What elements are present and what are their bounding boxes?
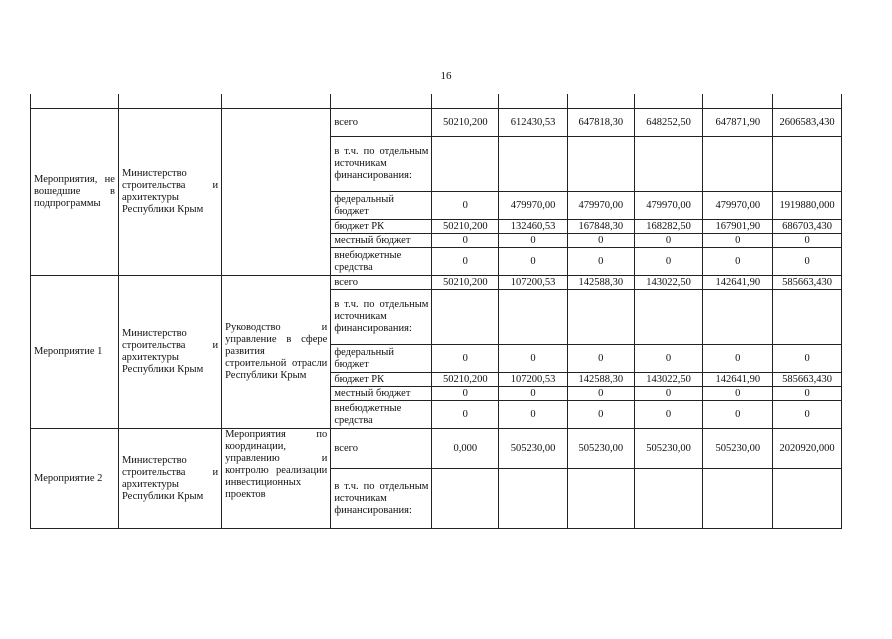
amount-cell: 142641,90 bbox=[703, 373, 773, 387]
amount-cell: 0 bbox=[432, 345, 499, 373]
amount-cell: 612430,53 bbox=[499, 109, 568, 137]
funding-source-label: бюджет РК bbox=[331, 220, 432, 234]
amount-cell: 142588,30 bbox=[567, 373, 634, 387]
amount-cell: 0 bbox=[634, 345, 703, 373]
amount-cell: 50210,200 bbox=[432, 109, 499, 137]
amount-cell bbox=[567, 137, 634, 192]
amount-cell bbox=[499, 137, 568, 192]
amount-cell: 142588,30 bbox=[567, 276, 634, 290]
amount-cell bbox=[432, 469, 499, 529]
amount-cell: 479970,00 bbox=[567, 192, 634, 220]
amount-cell: 168282,50 bbox=[634, 220, 703, 234]
amount-cell: 143022,50 bbox=[634, 373, 703, 387]
amount-cell: 0 bbox=[773, 248, 842, 276]
table-row bbox=[31, 429, 842, 469]
measure-name-cell bbox=[222, 109, 331, 276]
amount-cell: 505230,00 bbox=[634, 429, 703, 469]
amount-cell: 2606583,430 bbox=[773, 109, 842, 137]
amount-cell: 0 bbox=[773, 387, 842, 401]
amount-cell: 0 bbox=[432, 234, 499, 248]
amount-cell: 167901,90 bbox=[703, 220, 773, 234]
event-cell: Мероприятия, не вошедшие в подпрограммы bbox=[31, 109, 119, 276]
amount-cell: 0 bbox=[432, 248, 499, 276]
amount-cell: 167848,30 bbox=[567, 220, 634, 234]
event-cell: Мероприятие 1 bbox=[31, 276, 119, 429]
amount-cell: 0 bbox=[499, 387, 568, 401]
amount-cell bbox=[634, 469, 703, 529]
amount-cell: 0 bbox=[634, 234, 703, 248]
amount-cell: 50210,200 bbox=[432, 220, 499, 234]
amount-cell: 0 bbox=[567, 248, 634, 276]
executor-cell: Министерство строительства и архитектуры Республики Крым bbox=[118, 109, 221, 276]
amount-cell bbox=[634, 137, 703, 192]
amount-cell: 0 bbox=[432, 192, 499, 220]
amount-cell: 2020920,000 bbox=[773, 429, 842, 469]
table-row bbox=[31, 276, 842, 290]
amount-cell: 505230,00 bbox=[499, 429, 568, 469]
amount-cell: 505230,00 bbox=[703, 429, 773, 469]
funding-source-label: всего bbox=[331, 429, 432, 469]
funding-source-label: местный бюджет bbox=[331, 387, 432, 401]
amount-cell: 0 bbox=[703, 248, 773, 276]
amount-cell: 0 bbox=[773, 401, 842, 429]
amount-cell: 0 bbox=[773, 345, 842, 373]
amount-cell bbox=[703, 290, 773, 345]
amount-cell: 1919880,000 bbox=[773, 192, 842, 220]
amount-cell: 0 bbox=[634, 248, 703, 276]
amount-cell: 479970,00 bbox=[634, 192, 703, 220]
amount-cell bbox=[567, 469, 634, 529]
amount-cell: 648252,50 bbox=[634, 109, 703, 137]
amount-cell: 0 bbox=[634, 401, 703, 429]
funding-source-label: бюджет РК bbox=[331, 373, 432, 387]
table-row bbox=[31, 109, 842, 137]
funding-source-label: внебюджетные средства bbox=[331, 401, 432, 429]
amount-cell: 585663,430 bbox=[773, 373, 842, 387]
amount-cell: 0 bbox=[567, 401, 634, 429]
amount-cell bbox=[432, 137, 499, 192]
amount-cell: 0 bbox=[703, 234, 773, 248]
amount-cell: 0,000 bbox=[432, 429, 499, 469]
amount-cell: 0 bbox=[703, 387, 773, 401]
amount-cell bbox=[499, 469, 568, 529]
amount-cell: 143022,50 bbox=[634, 276, 703, 290]
funding-source-label: всего bbox=[331, 109, 432, 137]
executor-cell: Министерство строительства и архитектуры Республики Крым bbox=[118, 429, 221, 529]
amount-cell: 0 bbox=[703, 401, 773, 429]
measure-name-cell: Руководство и управление в сфере развития строительной отрасли Республики Крым bbox=[222, 276, 331, 429]
amount-cell: 0 bbox=[432, 387, 499, 401]
amount-cell bbox=[567, 290, 634, 345]
amount-cell bbox=[773, 469, 842, 529]
funding-table bbox=[30, 94, 842, 529]
amount-cell: 686703,430 bbox=[773, 220, 842, 234]
funding-source-label: федеральный бюджет bbox=[331, 345, 432, 373]
amount-cell: 585663,430 bbox=[773, 276, 842, 290]
amount-cell: 479970,00 bbox=[703, 192, 773, 220]
funding-source-label: в т.ч. по отдельным источникам финансирования: bbox=[331, 469, 432, 529]
amount-cell: 107200,53 bbox=[499, 373, 568, 387]
executor-cell: Министерство строительства и архитектуры Республики Крым bbox=[118, 276, 221, 429]
amount-cell: 50210,200 bbox=[432, 276, 499, 290]
funding-source-label: внебюджетные средства bbox=[331, 248, 432, 276]
funding-source-label: федеральный бюджет bbox=[331, 192, 432, 220]
amount-cell: 0 bbox=[567, 345, 634, 373]
amount-cell: 50210,200 bbox=[432, 373, 499, 387]
amount-cell: 0 bbox=[432, 401, 499, 429]
amount-cell: 505230,00 bbox=[567, 429, 634, 469]
amount-cell: 0 bbox=[499, 248, 568, 276]
amount-cell: 647818,30 bbox=[567, 109, 634, 137]
amount-cell: 132460,53 bbox=[499, 220, 568, 234]
amount-cell bbox=[499, 290, 568, 345]
amount-cell bbox=[634, 290, 703, 345]
amount-cell: 479970,00 bbox=[499, 192, 568, 220]
amount-cell bbox=[432, 290, 499, 345]
amount-cell: 142641,90 bbox=[703, 276, 773, 290]
amount-cell bbox=[703, 469, 773, 529]
event-cell: Мероприятие 2 bbox=[31, 429, 119, 529]
funding-source-label: в т.ч. по отдельным источникам финансирования: bbox=[331, 290, 432, 345]
page-number: 16 bbox=[440, 70, 452, 82]
amount-cell: 0 bbox=[773, 234, 842, 248]
amount-cell: 0 bbox=[634, 387, 703, 401]
amount-cell bbox=[773, 137, 842, 192]
funding-source-label: местный бюджет bbox=[331, 234, 432, 248]
amount-cell: 0 bbox=[567, 234, 634, 248]
measure-name-cell: Мероприятия по координации, управлению и контролю реализации инвестиционных проектов bbox=[222, 429, 331, 529]
continuation-row bbox=[31, 94, 842, 109]
funding-source-label: всего bbox=[331, 276, 432, 290]
amount-cell: 0 bbox=[703, 345, 773, 373]
amount-cell: 647871,90 bbox=[703, 109, 773, 137]
amount-cell bbox=[773, 290, 842, 345]
amount-cell: 0 bbox=[499, 401, 568, 429]
amount-cell: 107200,53 bbox=[499, 276, 568, 290]
amount-cell: 0 bbox=[499, 234, 568, 248]
amount-cell bbox=[703, 137, 773, 192]
amount-cell: 0 bbox=[499, 345, 568, 373]
amount-cell: 0 bbox=[567, 387, 634, 401]
funding-source-label: в т.ч. по отдельным источникам финансирования: bbox=[331, 137, 432, 192]
